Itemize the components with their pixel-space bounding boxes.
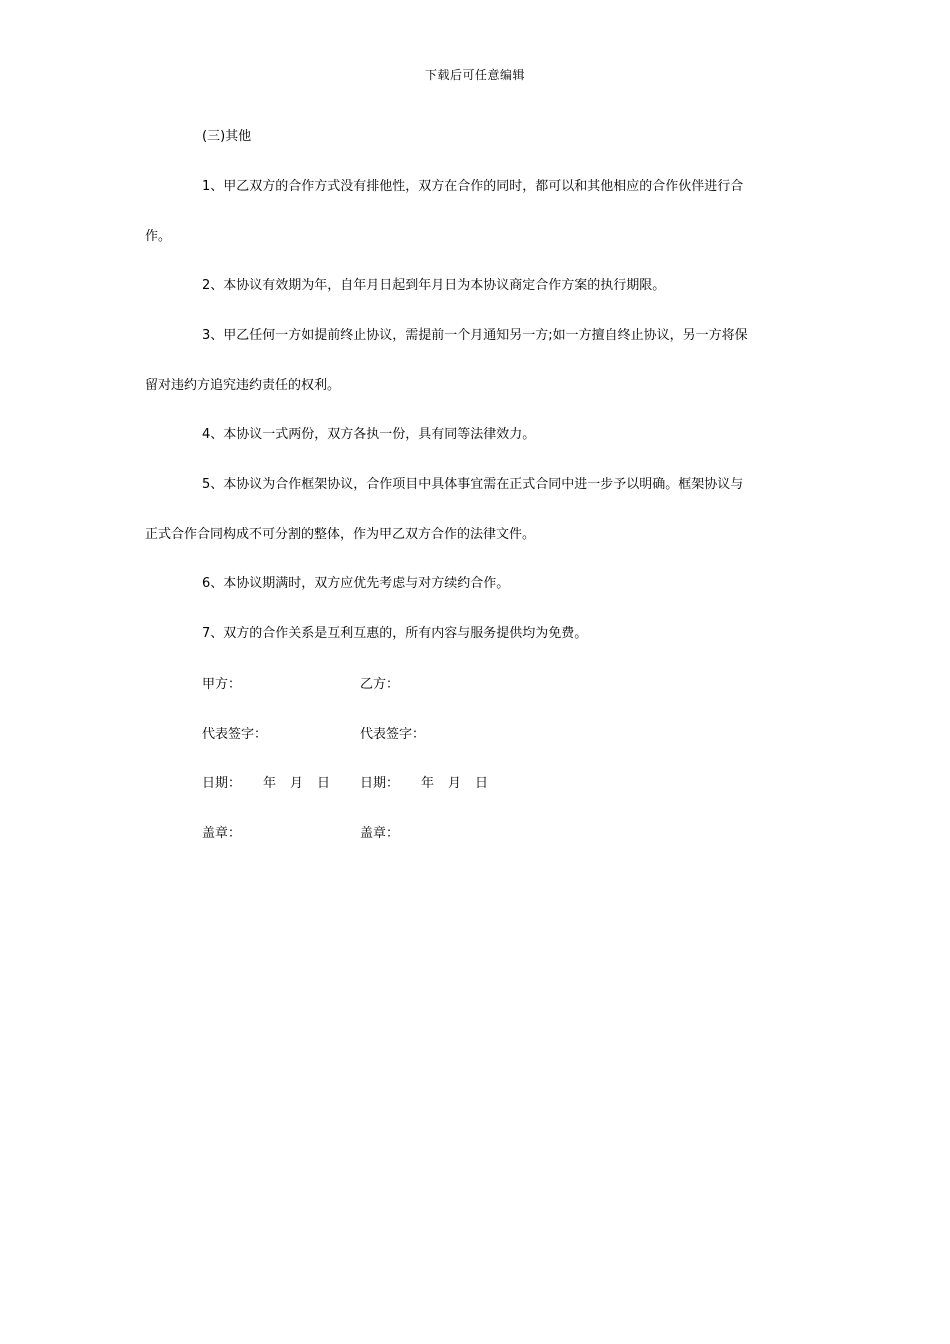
clause-5-line-1: 5、本协议为合作框架协议，合作项目中具体事宜需在正式合同中进一步予以明确。框架协议与 [202, 477, 744, 492]
party-b-label: 乙方： [360, 677, 400, 692]
seal-a-label: 盖章： [202, 826, 242, 841]
clause-6-line-1: 6、本协议期满时，双方应优先考虑与对方续约合作。 [202, 576, 510, 591]
date-a-label: 日期： [202, 776, 242, 791]
clause-7-line-1: 7、双方的合作关系是互利互惠的，所有内容与服务提供均为免费。 [202, 626, 588, 641]
clause-1-line-2: 作。 [145, 229, 172, 244]
date-b-year: 年 [421, 776, 435, 791]
date-b-day: 日 [475, 776, 489, 791]
clause-3-line-2: 留对违约方追究违约责任的权利。 [145, 378, 341, 393]
seal-b-label: 盖章： [360, 826, 400, 841]
rep-b-label: 代表签字： [360, 727, 426, 742]
rep-a-label: 代表签字： [202, 727, 268, 742]
clause-3-line-1: 3、甲乙任何一方如提前终止协议，需提前一个月通知另一方;如一方擅自终止协议，另一方将保 [202, 328, 748, 343]
clause-4-line-1: 4、本协议一式两份，双方各执一份，具有同等法律效力。 [202, 427, 536, 442]
section-title: (三)其他 [202, 129, 252, 144]
party-a-label: 甲方： [202, 677, 242, 692]
date-a-day: 日 [317, 776, 331, 791]
date-b-label: 日期： [360, 776, 400, 791]
date-b [360, 776, 488, 792]
clause-2-line-1: 2、本协议有效期为年，自年月日起到年月日为本协议商定合作方案的执行期限。 [202, 278, 666, 293]
clause-5-line-2: 正式合作合同构成不可分割的整体，作为甲乙双方合作的法律文件。 [145, 527, 536, 542]
header-note: 下载后可任意编辑 [424, 68, 525, 82]
date-a [202, 776, 330, 792]
date-a-year: 年 [263, 776, 277, 791]
clause-1-line-1: 1、甲乙双方的合作方式没有排他性，双方在合作的同时，都可以和其他相应的合作伙伴进行合 [202, 179, 744, 194]
date-b-month: 月 [448, 776, 462, 791]
date-a-month: 月 [290, 776, 304, 791]
